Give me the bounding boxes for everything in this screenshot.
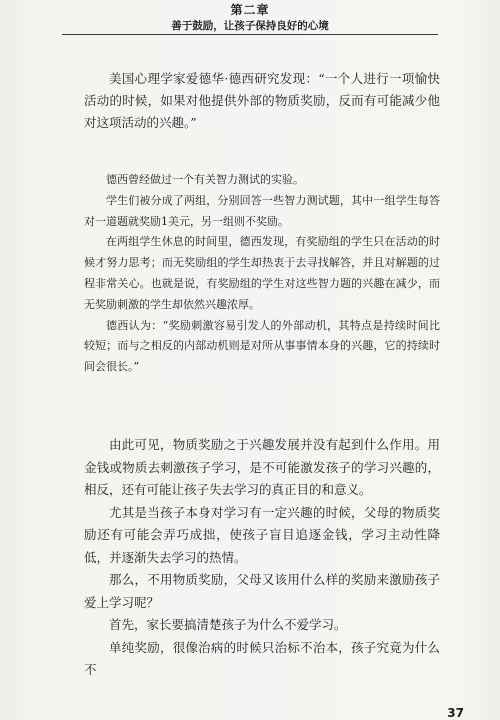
paragraph: 在两组学生休息的时间里，德西发现，有奖励组的学生只在活动的时候才努力思考；而无奖励组的学生却热衷于去寻找解答，并且对解题的过程非常关心。也就是说，有奖励组的学生对这些智力题的兴趣在减少，而无奖励刺激的学生却依然兴趣浓厚。 <box>84 235 440 311</box>
paragraph: 德西认为：“奖励刺激容易引发人的外部动机，其特点是持续时间比较短；而与之相反的内部动机则是对所从事事情本身的兴趣，它的持续时间会很长。” <box>84 318 440 374</box>
chapter-title: 第二章 <box>230 3 270 17</box>
paragraph: 德西曾经做过一个有关智力测试的实验。 <box>106 173 304 186</box>
paragraph: 学生们被分成了两组，分别回答一些智力测试题，其中一组学生每答对一道题就奖励1美元，另一组则不奖励。 <box>84 193 440 228</box>
paragraph: 那么，不用物质奖励，父母又该用什么样的奖励来激励孩子爱上学习呢？ <box>84 572 440 610</box>
paragraph: 单纯奖励，很像治病的时候只治标不治本，孩子究竟为什么不 <box>84 639 440 677</box>
experiment-section <box>84 170 440 378</box>
paragraph: 由此可见，物质奖励之于兴趣发展并没有起到什么作用。用金钱或物质去刺激孩子学习，是不可能激发孩子的学习兴趣的，相反，还有可能让孩子失去学习的真正目的和意义。 <box>84 437 440 497</box>
header-rule <box>62 34 438 35</box>
chapter-subtitle: 善于鼓励，让孩子保持良好的心境 <box>171 20 329 32</box>
main-section <box>84 434 440 682</box>
paragraph: 尤其是当孩子本身对学习有一定兴趣的时候，父母的物质奖励还有可能会弄巧成拙，使孩子盲目追逐金钱，学习主动性降低，并逐渐失去学习的热情。 <box>84 504 440 565</box>
page-number: 37 <box>447 706 464 720</box>
paragraph: 首先，家长要搞清楚孩子为什么不爱学习。 <box>109 617 347 632</box>
paragraph-quote: 美国心理学家爱德华·德西研究发现：“一个人进行一项愉快活动的时候，如果对他提供外部的物质奖励，反而有可能减少他对这项活动的兴趣。” <box>84 71 440 130</box>
running-header <box>0 3 500 33</box>
